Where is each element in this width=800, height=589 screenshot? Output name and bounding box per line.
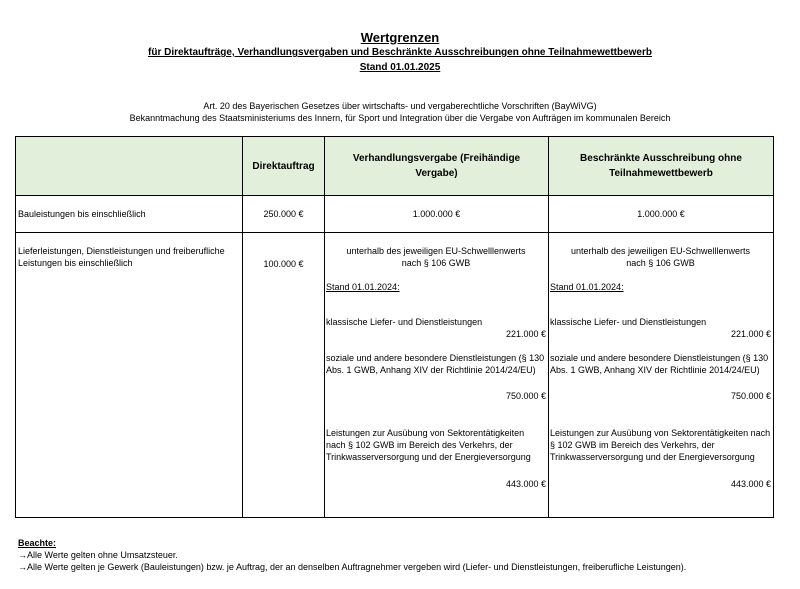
liefer-verhandlung-cell — [325, 233, 549, 518]
table-row — [16, 196, 774, 233]
law-reference-line-2: Bekanntmachung des Staatsministeriums des Innern, für Sport und Integration über die Vergabe von Aufträgen im kommunalen Bereich — [129, 113, 671, 123]
liefer-direkt-cell — [243, 233, 325, 518]
stand-2024-label: Stand 01.01.2024: — [550, 282, 624, 292]
notes-heading: Beachte: — [18, 538, 57, 548]
note-line-1: →Alle Werte gelten ohne Umsatzsteuer. — [18, 550, 178, 560]
item2-label: soziale und andere besondere Dienstleistungen (§ 130 Abs. 1 GWB, Anhang XIV der Richtlinie 2014/24/EU) — [326, 353, 545, 375]
value-thresholds-table — [15, 136, 774, 518]
note-line-2: →Alle Werte gelten je Gewerk (Bauleistungen) bzw. je Auftrag, der an denselben Auftragnehmer vergeben wird (Liefer- und Dienstleistungen, freiberufliche Leistungen). — [18, 562, 687, 572]
header-empty — [16, 137, 243, 196]
item2-value: 750.000 € — [505, 391, 546, 401]
item1-label: klassische Liefer- und Dienstleistungen — [550, 317, 707, 327]
page-title: Wertgrenzen — [360, 30, 440, 45]
stand-2024-label: Stand 01.01.2024: — [326, 282, 400, 292]
item2-label: soziale und andere besondere Dienstleistungen (§ 130 Abs. 1 GWB, Anhang XIV der Richtlinie 2014/24/EU) — [550, 353, 769, 375]
item1-value: 221.000 € — [505, 329, 546, 339]
row-label-lieferleistungen: Lieferleistungen, Dienstleistungen und freiberufliche Leistungen bis einschließlich — [18, 246, 225, 268]
threshold-text: unterhalb des jeweiligen EU-Schwelllenwerts nach § 106 GWB — [570, 246, 751, 268]
threshold-text: unterhalb des jeweiligen EU-Schwelllenwerts nach § 106 GWB — [346, 246, 526, 268]
notes-section — [18, 537, 686, 573]
liefer-direkt-value: 100.000 € — [263, 259, 304, 269]
bau-direkt-value: 250.000 € — [243, 196, 325, 233]
item2-value: 750.000 € — [730, 391, 771, 401]
item3-label: Leistungen zur Ausübung von Sektorentätigkeiten nach § 102 GWB im Bereich des Verkehrs, der Trinkwasserversorgung und der Energieversorgung — [326, 428, 531, 462]
header-verhandlungsvergabe-text: Verhandlungsvergabe (Freihändige Vergabe) — [352, 153, 521, 179]
law-reference-line-1: Art. 20 des Bayerischen Gesetzes über wirtschafts- und vergaberechtliche Vorschriften (BayWiVG) — [203, 101, 597, 111]
item3-value: 443.000 € — [730, 479, 771, 489]
bau-beschraenkt-value: 1.000.000 € — [549, 196, 774, 233]
row-label-cell — [16, 233, 243, 518]
bau-verhandlung-value: 1.000.000 € — [325, 196, 549, 233]
item3-label: Leistungen zur Ausübung von Sektorentätigkeiten nach § 102 GWB im Bereich des Verkehrs, der Trinkwasserversorgung und der Energieversorgung — [550, 428, 771, 462]
header-beschraenkte-text: Beschränkte Ausschreibung ohne Teilnahmewettbewerb — [580, 153, 742, 179]
page-subtitle: für Direktaufträge, Verhandlungsvergaben und Beschränkte Ausschreibungen ohne Teilnahmewettbewerb — [148, 47, 652, 58]
liefer-beschraenkt-cell — [549, 233, 774, 518]
table-row — [16, 233, 774, 518]
header-verhandlungsvergabe — [325, 137, 549, 196]
item1-label: klassische Liefer- und Dienstleistungen — [326, 317, 483, 327]
table-header-row — [16, 137, 774, 196]
stand-date: Stand 01.01.2025 — [359, 62, 441, 73]
header-beschraenkte-ausschreibung — [549, 137, 774, 196]
header-direktauftrag: Direktauftrag — [243, 137, 325, 196]
item1-value: 221.000 € — [730, 329, 771, 339]
row-label-bauleistungen: Bauleistungen bis einschließlich — [16, 196, 243, 233]
item3-value: 443.000 € — [505, 479, 546, 489]
